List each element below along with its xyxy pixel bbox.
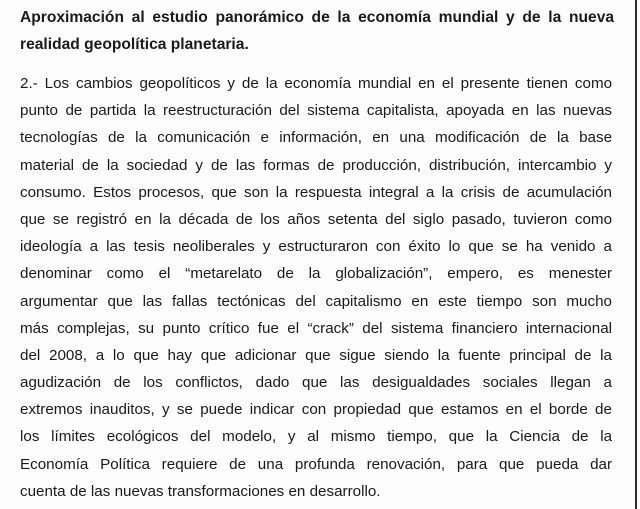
paragraph-line: agudización de los conflictos, dado que las desigualdades sociales llegan a [20,374,612,392]
document-title [20,4,614,58]
title-line-2: realidad geopolítica planetaria. [20,36,249,53]
paragraph-line: argumentar que las fallas tectónicas del capitalismo en este tiempo son mucho [20,292,612,310]
paragraph-line: del 2008, a lo que hay que adicionar que sigue siendo la fuente principal de la [20,346,612,364]
paragraph-line: material de la sociedad y de las formas de producción, distribución, intercambio y [20,156,612,174]
paragraph-line: denominar como el “metarelato de la globalización”, empero, es menester [20,265,612,283]
paragraph-line: punto de partida la reestructuración del sistema capitalista, apoyada en las nuevas [20,102,612,120]
paragraph-line: los límites ecológicos del modelo, y al mismo tiempo, que la Ciencia de la [20,428,612,446]
paragraph-line: consumo. Estos procesos, que son la respuesta integral a la crisis de acumulación [20,183,612,201]
title-line-1: Aproximación al estudio panorámico de la economía mundial y de la nueva [20,9,615,26]
paragraph-line: extremos inauditos, y se puede indicar con propiedad que estamos en el borde de [20,401,612,419]
page-edge-rule [635,0,637,509]
paragraph-line: más complejas, su punto crítico fue el “crack” del sistema financiero internacional [20,319,612,337]
document-title-block [20,4,614,58]
paragraph-line: que se registró en la década de los años setenta del siglo pasado, tuvieron como [20,210,612,228]
paragraph-line: tecnologías de la comunicación e información, en una modificación de la base [20,129,612,147]
paragraph-line: Economía Política requiere de una profunda renovación, para que pueda dar [20,455,612,473]
paragraph-line: ideología a las tesis neoliberales y estructuraron con éxito lo que se ha venido a [20,238,612,256]
paragraph-line: cuenta de las nuevas transformaciones en desarrollo. [20,482,381,500]
paragraph-line: 2.- Los cambios geopolíticos y de la economía mundial en el presente tienen como [20,75,612,92]
paragraph-2 [20,70,612,505]
